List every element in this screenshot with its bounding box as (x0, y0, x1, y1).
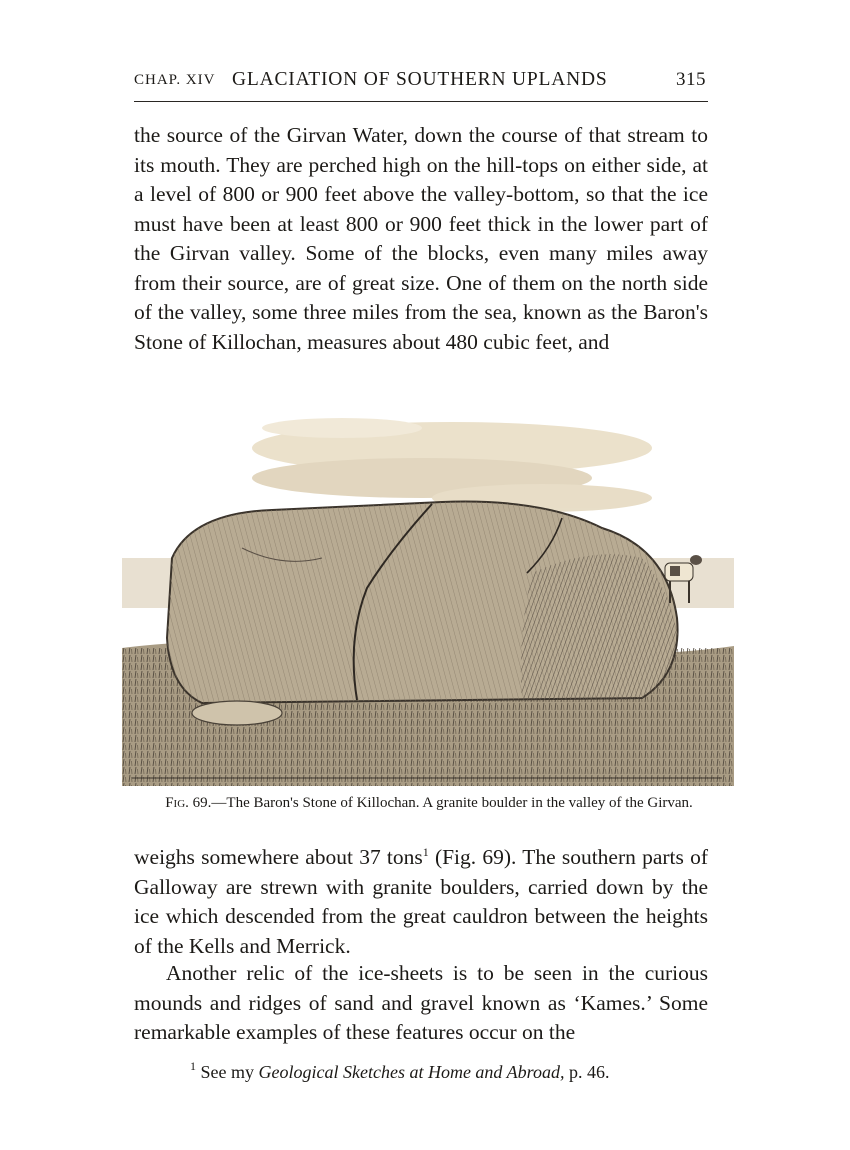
footnote-book-title: Geological Sketches at Home and Abroad, (258, 1062, 565, 1082)
body-paragraph-3: Another relic of the ice-sheets is to be seen in the curious mounds and ridges of sand and gravel known as ‘Kames.’ Some remarkable examples of these features occur on the (134, 961, 708, 1044)
footnote-reference[interactable]: 1 (422, 845, 429, 859)
running-header (134, 68, 708, 98)
body-paragraph-2-end: (Fig. 69). The southern parts of Galloway are strewn with granite boulders, carried down by the ice which descended from the great cauldron between the heights of the Kells and Merrick. (134, 845, 708, 958)
footnote-suffix: p. 46. (564, 1062, 610, 1082)
figure-label: Fig. 69. (165, 795, 212, 811)
body-paragraph-2-start: weighs somewhere about 37 tons (134, 845, 423, 869)
boulder-engraving (122, 398, 734, 786)
header-rule (134, 101, 708, 102)
figure-caption-text: —The Baron's Stone of Killochan. A granite boulder in the valley of the Girvan. (211, 795, 693, 811)
body-paragraph-2 (134, 843, 708, 961)
boulder (167, 502, 678, 725)
footnote-prefix: See my (200, 1062, 259, 1082)
body-paragraph-1: the source of the Girvan Water, down the course of that stream to its mouth. They are perched high on the hill-tops on either side, at a level of 800 or 900 feet above the valley-bottom, so that the ice must have been at least 800 or 900 feet thick in the lower part of the Girvan valley. Some of the blocks, even many miles away from their source, are of great size. One of them on the north side of the valley, some three miles from the sea, known as the Baron's Stone of Killochan, measures about 480 cubic feet, and (134, 123, 708, 354)
figure-caption (134, 793, 724, 813)
page-number: 315 (676, 69, 706, 90)
sky-clouds (252, 418, 652, 512)
footnote-marker: 1 (190, 1059, 196, 1073)
footnote (190, 1059, 710, 1083)
chapter-label: CHAP. XIV (134, 72, 216, 88)
figure-illustration (122, 398, 734, 786)
running-title: GLACIATION OF SOUTHERN UPLANDS (232, 69, 608, 90)
